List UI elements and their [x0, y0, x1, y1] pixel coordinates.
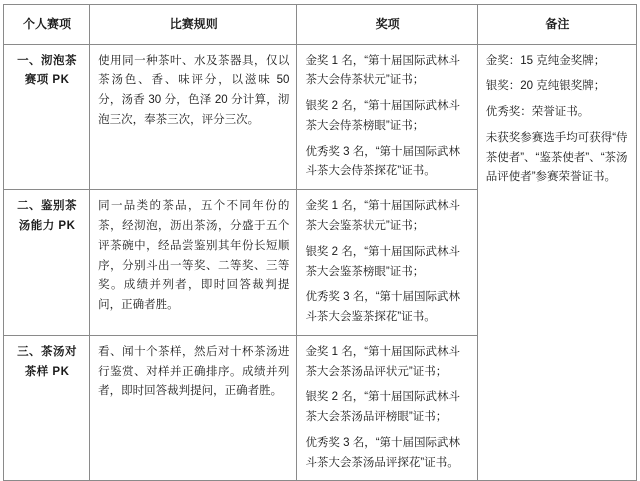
column-header-rule: 比赛规则 — [90, 5, 297, 45]
row-item-name: 二、鉴别茶汤能力 PK — [4, 190, 90, 336]
row-award-list — [297, 44, 477, 190]
award-silver: 银奖 2 名，“第十届国际武林斗茶大会侍茶榜眼”证书； — [305, 100, 461, 132]
table-header-row — [4, 5, 637, 45]
award-excellent: 优秀奖 3 名，“第十届国际武林斗茶大会茶汤品评探花”证书。 — [305, 436, 461, 469]
row-rule-text: 看、闻十个茶样，然后对十杯茶汤进行鉴赏、对样并正确排序。成绩并列者，即时回答裁判提问，正确者胜。 — [90, 335, 297, 481]
table-body — [4, 44, 637, 481]
column-header-remark: 备注 — [477, 5, 636, 45]
table-row — [4, 44, 637, 190]
award-gold: 金奖 1 名，“第十届国际武林斗茶大会侍茶状元”证书； — [305, 54, 461, 87]
competition-rules-table — [3, 4, 637, 481]
remark-participation-certificate: 未获奖参赛选手均可获得“侍茶使者”、“鉴茶使者”、“茶汤品评使者”参赛荣誉证书。 — [485, 131, 628, 184]
column-header-award: 奖项 — [297, 5, 477, 45]
table-header — [4, 5, 637, 45]
remark-excellent-certificate: 优秀奖：荣誉证书。 — [485, 106, 590, 119]
remark-gold-medal: 金奖：15 克纯金奖牌； — [485, 54, 606, 67]
row-rule-text: 同一品类的茶品，五个不同年份的茶，经沏泡，沥出茶汤，分盛于五个评茶碗中，经品尝鉴别其年份长短顺序，分别斗出一等奖、二等奖、三等奖。成绩并列者，即时回答裁判提问，正确者胜。 — [90, 190, 297, 336]
award-excellent: 优秀奖 3 名，“第十届国际武林斗茶大会侍茶探花”证书。 — [305, 145, 461, 178]
award-gold: 金奖 1 名，“第十届国际武林斗茶大会鉴茶状元”证书； — [305, 200, 461, 232]
award-gold: 金奖 1 名，“第十届国际武林斗茶大会茶汤品评状元”证书； — [305, 345, 461, 378]
row-rule-text: 使用同一种茶叶、水及茶器具，仅以茶汤色、香、味评分，以滋味 50 分，汤香 30 分，色泽 20 分计算，沏泡三次，奉茶三次，评分三次。 — [90, 44, 297, 190]
row-award-list — [297, 190, 477, 336]
award-silver: 银奖 2 名，“第十届国际武林斗茶大会茶汤品评榜眼”证书； — [305, 391, 461, 424]
column-header-item: 个人赛项 — [4, 5, 90, 45]
row-item-name: 三、茶汤对茶样 PK — [4, 335, 90, 481]
row-award-list — [297, 335, 477, 481]
row-item-name: 一、沏泡茶赛项 PK — [4, 44, 90, 190]
award-silver: 银奖 2 名，“第十届国际武林斗茶大会鉴茶榜眼”证书； — [305, 245, 461, 278]
remark-silver-medal: 银奖：20 克纯银奖牌； — [485, 80, 606, 93]
remark-cell — [477, 44, 636, 481]
award-excellent: 优秀奖 3 名，“第十届国际武林斗茶大会鉴茶探花”证书。 — [305, 291, 461, 324]
